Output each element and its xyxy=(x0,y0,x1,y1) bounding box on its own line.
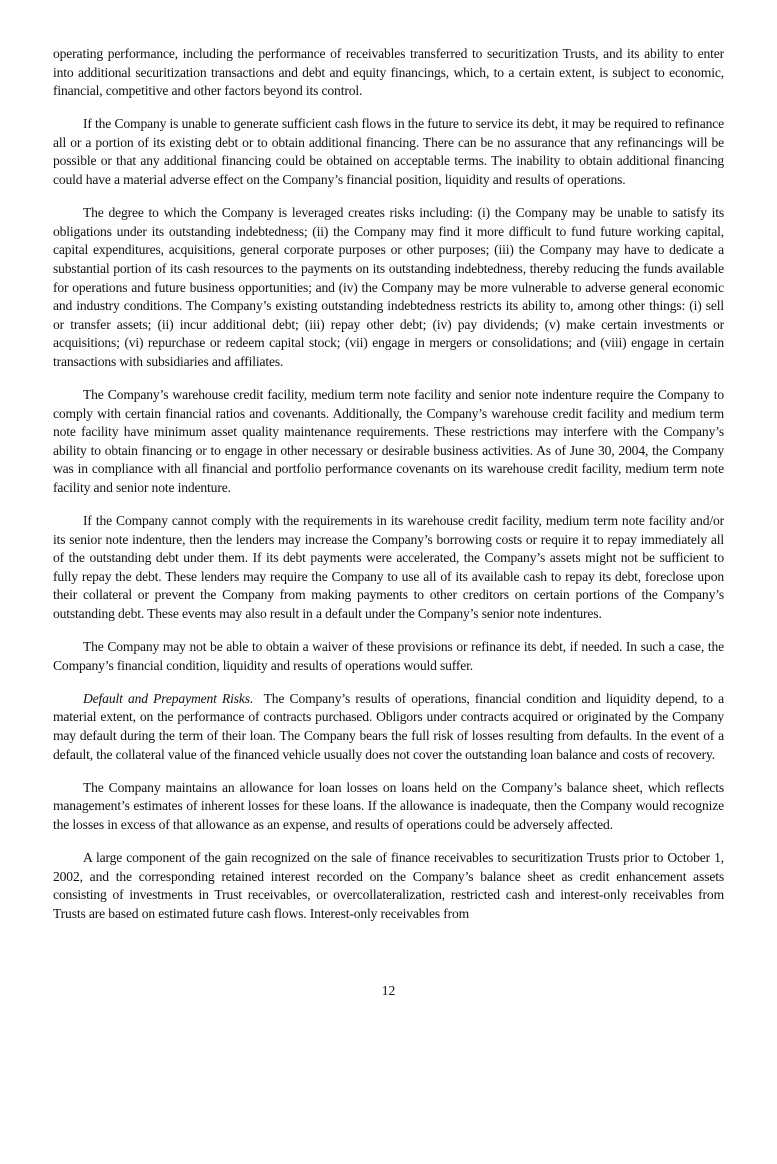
paragraph-refinancing-risk: If the Company is unable to generate sufficient cash flows in the future to service its debt, it may be required to refinance all or a portion of its existing debt or to obtain additional financing. There can be no assurance that any refinancings will be possible or that any additional financing could be obtained on acceptable terms. The inability to obtain additional financing could have a material adverse effect on the Company’s financial position, liquidity and results of operations. xyxy=(53,116,724,188)
document-page xyxy=(53,45,724,938)
paragraph-leverage-risks: The degree to which the Company is leveraged creates risks including: (i) the Company may be unable to satisfy its obligations under its outstanding indebtedness; (ii) the Company may find it more difficult to fund future working capital, capital expenditures, acquisitions, general corporate purposes or other purposes; (iii) the Company may have to dedicate a substantial portion of its cash resources to the payments on its outstanding indebtedness, thereby reducing the funds available for operations and future business opportunities; and (iv) the Company may be more vulnerable to adverse general economic and industry conditions. The Company’s existing outstanding indebtedness restricts its ability to, among other things: (i) sell or transfer assets; (ii) incur additional debt; (iii) repay other debt; (iv) pay dividends; (v) make certain investments or acquisitions; (vi) repurchase or redeem capital stock; (vii) engage in mergers or consolidations; and (viii) engage in certain transactions with subsidiaries and affiliates. xyxy=(53,205,724,369)
paragraph-default-prepayment-risks xyxy=(53,690,724,764)
paragraph-covenants: The Company’s warehouse credit facility, medium term note facility and senior note indenture require the Company to comply with certain financial ratios and covenants. Additionally, the Company’s warehouse credit facility and medium term note facility have minimum asset quality maintenance requirements. These restrictions may interfere with the Company’s ability to obtain financing or to engage in other necessary or desirable business activities. As of June 30, 2004, the Company was in compliance with all financial and portfolio performance covenants on its warehouse credit facility, medium term note facility and senior note indenture. xyxy=(53,387,724,495)
section-heading-default-prepayment-risks: Default and Prepayment Risks. xyxy=(83,690,254,706)
paragraph-noncompliance-consequences: If the Company cannot comply with the requirements in its warehouse credit facility, medium term note facility and/or its senior note indenture, then the lenders may increase the Company’s borrowing costs or require it to repay immediately all of the outstanding debt under them. If its debt payments were accelerated, the Company’s assets might not be sufficient to fully repay the debt. These lenders may require the Company to use all of its available cash to repay its debt, foreclose upon their collateral or prevent the Company from making payments to other creditors on certain portions of the Company’s outstanding debt. These events may also result in a default under the Company’s senior note indentures. xyxy=(53,513,724,622)
paragraph-waiver: The Company may not be able to obtain a waiver of these provisions or refinance its debt, if needed. In such a case, the Company’s financial condition, liquidity and results of operations would suffer. xyxy=(53,639,724,673)
paragraph-loan-loss-allowance: The Company maintains an allowance for loan losses on loans held on the Company’s balance sheet, which reflects management’s estimates of inherent losses for these loans. If the allowance is inadequate, then the Company would recognize the losses in excess of that allowance as an expense, and results of operations could be adversely affected. xyxy=(53,779,724,832)
paragraph-operating-performance: operating performance, including the performance of receivables transferred to securitization Trusts, and its ability to enter into additional securitization transactions and debt and equity financings, which, to a certain extent, is subject to economic, financial, competitive and other factors beyond its control. xyxy=(53,46,724,99)
paragraph-gain-on-sale: A large component of the gain recognized on the sale of finance receivables to securitization Trusts prior to October 1, 2002, and the corresponding retained interest recorded on the Company’s balance sheet as credit enhancement assets consisting of investments in Trust receivables, or overcollateralization, restricted cash and interest-only receivables from Trusts are based on estimated future cash flows. Interest-only receivables from xyxy=(53,849,724,921)
page-number: 12 xyxy=(381,983,396,998)
paragraph-default-body: The Company’s results of operations, financial condition and liquidity depend, to a material extent, on the performance of contracts purchased. Obligors under contracts acquired or originated by the Company may default during the term of their loan. The Company bears the full risk of losses resulting from defaults. In the event of a default, the collateral value of the financed vehicle usually does not cover the outstanding loan balance and costs of recovery. xyxy=(53,690,724,762)
